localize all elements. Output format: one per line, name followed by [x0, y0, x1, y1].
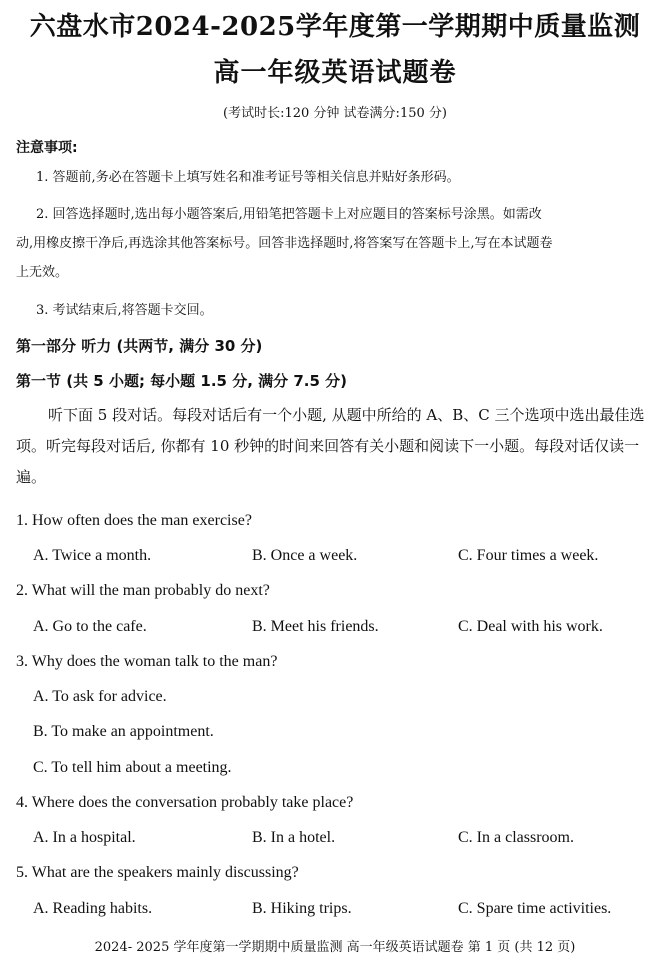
question-4-option-c: C. In a classroom. [458, 829, 574, 846]
question-5-option-b: B. Hiking trips. [252, 900, 352, 917]
question-1-option-c: C. Four times a week. [458, 547, 599, 564]
question-4-option-b: B. In a hotel. [252, 829, 336, 846]
question-2-option-c: C. Deal with his work. [458, 618, 603, 635]
question-3-option-a: A. To ask for advice. [33, 688, 167, 705]
notice-item-2 [16, 200, 656, 287]
notice-item-3 [16, 296, 656, 325]
question-3-option-b: B. To make an appointment. [33, 723, 214, 740]
notice-item-2-line1: 2. 回答选择题时,选出每小题答案后,用铅笔把答题卡上对应题目的答案标号涂黑。如需改 [36, 207, 542, 222]
question-5-option-a: A. Reading habits. [33, 900, 153, 917]
question-1-option-a: A. Twice a month. [33, 547, 152, 564]
question-3-stem: 3. Why does the woman talk to the man? [16, 653, 278, 670]
notice-heading: 注意事项: [16, 140, 78, 156]
exam-info: (考试时长:120 分钟 试卷满分:150 分) [223, 106, 447, 121]
question-2-option-b: B. Meet his friends. [252, 618, 379, 635]
notice-item-2-line3: 上无效。 [16, 265, 69, 280]
page-footer: 2024- 2025 学年度第一学期期中质量监测 高一年级英语试题卷 第 1 页 (共 12 页) [94, 940, 576, 955]
question-1-stem: 1. How often does the man exercise? [16, 512, 252, 529]
notice-item-1 [16, 163, 656, 192]
question-2-option-a: A. Go to the cafe. [33, 618, 147, 635]
question-5-option-c: C. Spare time activities. [458, 900, 612, 917]
part1-heading: 第一部分 听力 (共两节, 满分 30 分) [16, 337, 263, 355]
question-4-stem: 4. Where does the conversation probably take place? [16, 794, 354, 811]
question-5-stem: 5. What are the speakers mainly discussing? [16, 864, 299, 881]
notice-item-2-line2: 动,用橡皮擦干净后,再选涂其他答案标号。回答非选择题时,将答案写在答题卡上,写在本试题卷 [16, 236, 553, 251]
exam-title: 六盘水市2024-2025学年度第一学期期中质量监测 [29, 12, 641, 42]
notice-item-3-text: 3. 考试结束后,将答题卡交回。 [36, 303, 213, 318]
exam-subtitle: 高一年级英语试题卷 [213, 58, 457, 88]
listening-instructions: 听下面 5 段对话。每段对话后有一个小题, 从题中所给的 A、B、C 三个选项中选出最佳选项。听完每段对话后, 你都有 10 秒钟的时间来回答有关小题和阅读下一小题。每段对话仅读一遍。 [16, 406, 645, 486]
question-4-option-a: A. In a hospital. [33, 829, 136, 846]
section1-heading: 第一节 (共 5 小题; 每小题 1.5 分, 满分 7.5 分) [16, 372, 347, 390]
question-1-option-b: B. Once a week. [252, 547, 358, 564]
question-3-option-c: C. To tell him about a meeting. [33, 759, 232, 776]
notice-item-1-text: 1. 答题前,务必在答题卡上填写姓名和准考证号等相关信息并贴好条形码。 [36, 170, 460, 185]
question-2-stem: 2. What will the man probably do next? [16, 582, 270, 599]
